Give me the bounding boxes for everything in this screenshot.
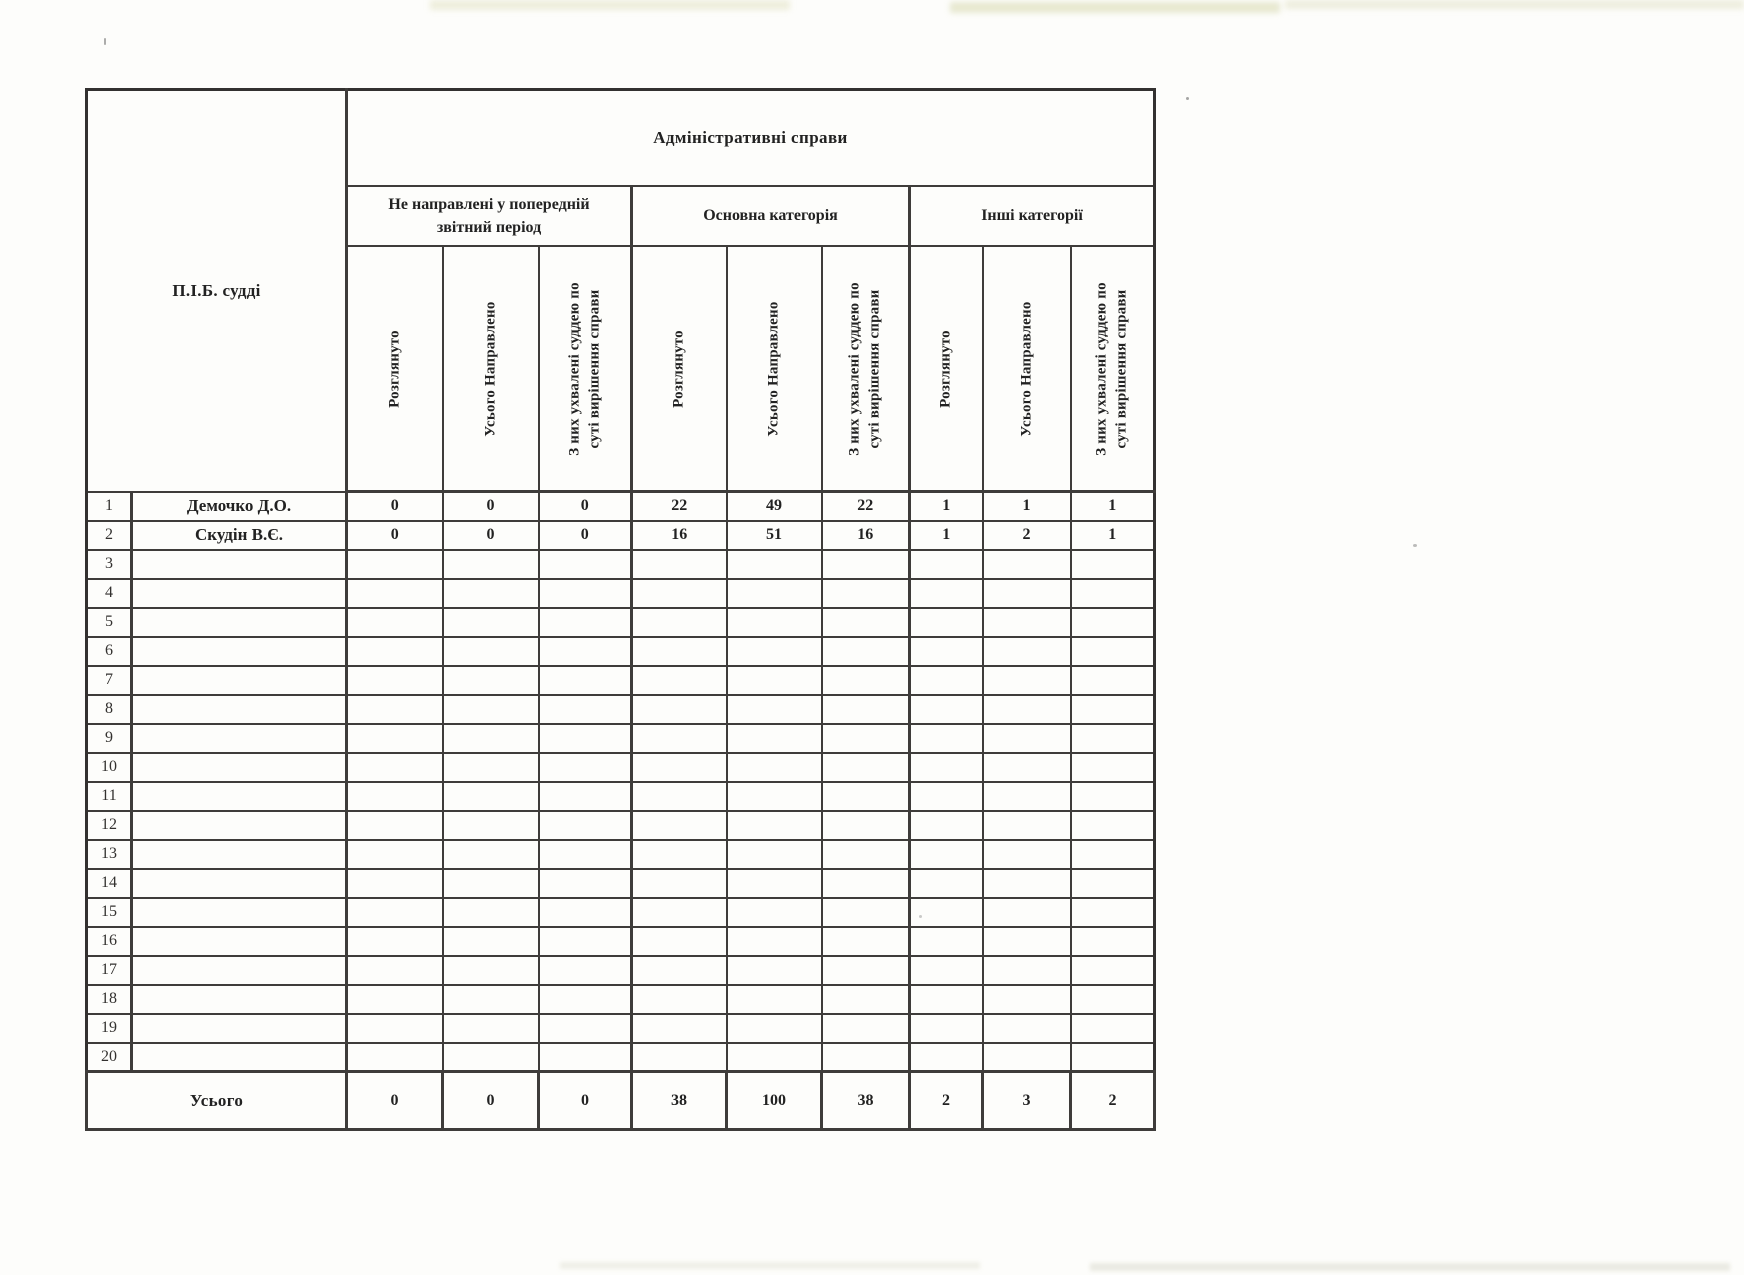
value-cell [910, 608, 983, 637]
value-cell: 0 [347, 492, 443, 521]
value-cell [727, 1014, 822, 1043]
table-row [87, 869, 1155, 898]
value-cell [443, 695, 539, 724]
value-cell [632, 550, 727, 579]
value-cell [539, 1014, 632, 1043]
value-cell: 2 [983, 521, 1071, 550]
value-cell: 1 [910, 492, 983, 521]
value-cell [910, 840, 983, 869]
subheader-total-sent [443, 246, 539, 492]
value-cell [727, 956, 822, 985]
value-cell [1071, 840, 1155, 869]
value-cell [727, 985, 822, 1014]
value-cell [727, 1043, 822, 1072]
row-number: 17 [87, 956, 132, 985]
table-row [87, 521, 1155, 550]
value-cell [632, 695, 727, 724]
value-cell [443, 724, 539, 753]
table-row [87, 927, 1155, 956]
header-row-title [87, 90, 1155, 187]
value-cell [443, 985, 539, 1014]
value-cell [347, 579, 443, 608]
subheader-total-sent [727, 246, 822, 492]
table-row [87, 840, 1155, 869]
judge-name [132, 666, 347, 695]
judge-name [132, 898, 347, 927]
value-cell [539, 695, 632, 724]
value-cell [632, 579, 727, 608]
value-cell [727, 724, 822, 753]
value-cell [632, 724, 727, 753]
value-cell [910, 724, 983, 753]
row-number: 7 [87, 666, 132, 695]
scan-artifact [1090, 1263, 1730, 1271]
table-row [87, 1043, 1155, 1072]
table-row [87, 608, 1155, 637]
value-cell [347, 956, 443, 985]
value-cell [539, 753, 632, 782]
subheader-label: Усього Направлено [765, 300, 782, 437]
value-cell [1071, 608, 1155, 637]
value-cell: 0 [443, 492, 539, 521]
subheader-decided-on-merits [822, 246, 910, 492]
table-body [87, 492, 1155, 1072]
scan-artifact [1413, 544, 1417, 547]
total-value: 2 [1071, 1072, 1155, 1130]
table-row [87, 695, 1155, 724]
scan-artifact [430, 0, 790, 10]
value-cell [910, 869, 983, 898]
judge-name [132, 1043, 347, 1072]
value-cell [822, 1014, 910, 1043]
value-cell [632, 898, 727, 927]
value-cell [347, 695, 443, 724]
value-cell [822, 724, 910, 753]
value-cell [1071, 927, 1155, 956]
value-cell [910, 985, 983, 1014]
row-number: 20 [87, 1043, 132, 1072]
value-cell [910, 1043, 983, 1072]
value-cell: 49 [727, 492, 822, 521]
table-row [87, 753, 1155, 782]
value-cell [443, 840, 539, 869]
value-cell [1071, 811, 1155, 840]
value-cell [983, 782, 1071, 811]
table-row [87, 666, 1155, 695]
value-cell: 1 [910, 521, 983, 550]
value-cell [443, 550, 539, 579]
table-row [87, 550, 1155, 579]
scan-artifact [950, 2, 1280, 13]
value-cell [539, 724, 632, 753]
value-cell [983, 1014, 1071, 1043]
value-cell [347, 927, 443, 956]
value-cell: 0 [443, 521, 539, 550]
value-cell [347, 724, 443, 753]
value-cell [632, 956, 727, 985]
table-row [87, 1014, 1155, 1043]
value-cell [910, 811, 983, 840]
value-cell [539, 550, 632, 579]
subheader-label: Розглянуто [670, 329, 687, 408]
row-number: 10 [87, 753, 132, 782]
subheader-label: Усього Направлено [481, 300, 498, 437]
table-row [87, 956, 1155, 985]
value-cell [1071, 869, 1155, 898]
value-cell [727, 753, 822, 782]
value-cell [539, 637, 632, 666]
value-cell [1071, 666, 1155, 695]
value-cell [983, 579, 1071, 608]
judge-name [132, 869, 347, 898]
value-cell [1071, 898, 1155, 927]
value-cell [910, 753, 983, 782]
value-cell [443, 579, 539, 608]
scan-artifact [1285, 0, 1744, 9]
value-cell [1071, 1014, 1155, 1043]
value-cell [910, 550, 983, 579]
value-cell [539, 608, 632, 637]
value-cell [539, 782, 632, 811]
value-cell [727, 637, 822, 666]
value-cell [539, 666, 632, 695]
value-cell [727, 898, 822, 927]
group-header-not-sent-previous-period: Не направлені у попередній звітний період [347, 186, 632, 246]
value-cell [822, 579, 910, 608]
judge-name [132, 608, 347, 637]
subheader-reviewed [347, 246, 443, 492]
row-number: 16 [87, 927, 132, 956]
value-cell [347, 985, 443, 1014]
judge-name: Демочко Д.О. [132, 492, 347, 521]
value-cell [822, 637, 910, 666]
table-footer [87, 1072, 1155, 1130]
judge-column-header: П.І.Б. судді [87, 90, 347, 492]
value-cell [632, 1014, 727, 1043]
value-cell [632, 840, 727, 869]
value-cell [822, 898, 910, 927]
value-cell [632, 666, 727, 695]
value-cell [727, 927, 822, 956]
judge-name [132, 724, 347, 753]
value-cell [822, 1043, 910, 1072]
subheader-label: З них ухвалені суддею по суті вирішення справи [566, 281, 602, 456]
table-row [87, 637, 1155, 666]
value-cell [983, 811, 1071, 840]
value-cell [727, 811, 822, 840]
value-cell [347, 608, 443, 637]
value-cell [539, 927, 632, 956]
value-cell: 51 [727, 521, 822, 550]
scan-artifact [560, 1262, 980, 1269]
value-cell [910, 956, 983, 985]
value-cell [443, 1014, 539, 1043]
subheader-label: З них ухвалені суддею по суті вирішення справи [846, 281, 883, 456]
value-cell [1071, 1043, 1155, 1072]
value-cell: 1 [1071, 492, 1155, 521]
row-number: 3 [87, 550, 132, 579]
value-cell [443, 898, 539, 927]
value-cell: 1 [1071, 521, 1155, 550]
value-cell [347, 1014, 443, 1043]
judge-name [132, 956, 347, 985]
value-cell [727, 666, 822, 695]
subheader-label: Розглянуто [937, 329, 954, 408]
value-cell [632, 782, 727, 811]
total-value: 0 [443, 1072, 539, 1130]
judge-name [132, 985, 347, 1014]
value-cell [1071, 782, 1155, 811]
table-row [87, 782, 1155, 811]
row-number: 9 [87, 724, 132, 753]
value-cell [727, 695, 822, 724]
row-number: 15 [87, 898, 132, 927]
value-cell [539, 898, 632, 927]
judge-name [132, 927, 347, 956]
value-cell [347, 666, 443, 695]
judge-name [132, 811, 347, 840]
row-number: 19 [87, 1014, 132, 1043]
judge-name: Скудін В.Є. [132, 521, 347, 550]
value-cell [822, 956, 910, 985]
table-header [87, 90, 1155, 492]
value-cell [347, 550, 443, 579]
table-row [87, 898, 1155, 927]
group-header-main-category: Основна категорія [632, 186, 910, 246]
row-number: 8 [87, 695, 132, 724]
value-cell [822, 840, 910, 869]
total-value: 3 [983, 1072, 1071, 1130]
row-number: 2 [87, 521, 132, 550]
value-cell [983, 666, 1071, 695]
value-cell [822, 782, 910, 811]
table-row [87, 724, 1155, 753]
value-cell [983, 840, 1071, 869]
total-value: 100 [727, 1072, 822, 1130]
value-cell [443, 956, 539, 985]
value-cell [910, 695, 983, 724]
value-cell [443, 782, 539, 811]
value-cell [1071, 550, 1155, 579]
value-cell [727, 869, 822, 898]
value-cell [539, 579, 632, 608]
value-cell [443, 811, 539, 840]
judge-name [132, 637, 347, 666]
value-cell [539, 985, 632, 1014]
value-cell [539, 956, 632, 985]
total-label: Усього [87, 1072, 347, 1130]
value-cell [822, 753, 910, 782]
value-cell [443, 927, 539, 956]
value-cell [632, 927, 727, 956]
value-cell [910, 579, 983, 608]
judge-name [132, 753, 347, 782]
judge-name [132, 550, 347, 579]
scan-artifact [1186, 97, 1189, 100]
value-cell [443, 869, 539, 898]
value-cell [347, 753, 443, 782]
value-cell: 22 [632, 492, 727, 521]
row-number: 5 [87, 608, 132, 637]
row-number: 1 [87, 492, 132, 521]
court-report-table [85, 88, 1156, 1131]
value-cell [910, 898, 983, 927]
subheader-reviewed [910, 246, 983, 492]
judge-name [132, 840, 347, 869]
value-cell [983, 927, 1071, 956]
total-value: 0 [539, 1072, 632, 1130]
value-cell: 16 [822, 521, 910, 550]
subheader-decided-on-merits [1071, 246, 1155, 492]
value-cell [1071, 637, 1155, 666]
value-cell [983, 869, 1071, 898]
value-cell [443, 666, 539, 695]
subheader-decided-on-merits [539, 246, 632, 492]
value-cell [983, 898, 1071, 927]
value-cell [983, 1043, 1071, 1072]
value-cell [983, 608, 1071, 637]
value-cell [632, 753, 727, 782]
value-cell: 0 [347, 521, 443, 550]
subheader-total-sent [983, 246, 1071, 492]
value-cell [539, 840, 632, 869]
table-row [87, 492, 1155, 521]
value-cell [347, 811, 443, 840]
value-cell [727, 782, 822, 811]
value-cell [1071, 579, 1155, 608]
value-cell [983, 724, 1071, 753]
total-value: 38 [632, 1072, 727, 1130]
row-number: 12 [87, 811, 132, 840]
table-row [87, 579, 1155, 608]
value-cell [822, 666, 910, 695]
value-cell [347, 869, 443, 898]
total-value: 2 [910, 1072, 983, 1130]
total-row [87, 1072, 1155, 1130]
value-cell [983, 753, 1071, 782]
value-cell [443, 608, 539, 637]
value-cell [983, 637, 1071, 666]
subheader-reviewed [632, 246, 727, 492]
value-cell [632, 608, 727, 637]
value-cell [727, 550, 822, 579]
value-cell [347, 1043, 443, 1072]
judge-name [132, 695, 347, 724]
value-cell [347, 840, 443, 869]
value-cell [347, 782, 443, 811]
value-cell: 0 [539, 492, 632, 521]
scan-artifact [104, 38, 106, 45]
value-cell [443, 1043, 539, 1072]
group-header-other-categories: Інші категорії [910, 186, 1155, 246]
value-cell [443, 637, 539, 666]
value-cell: 0 [539, 521, 632, 550]
value-cell [822, 985, 910, 1014]
value-cell [632, 869, 727, 898]
value-cell [632, 637, 727, 666]
value-cell [1071, 985, 1155, 1014]
value-cell: 16 [632, 521, 727, 550]
value-cell [1071, 695, 1155, 724]
row-number: 13 [87, 840, 132, 869]
value-cell: 22 [822, 492, 910, 521]
row-number: 14 [87, 869, 132, 898]
value-cell [1071, 753, 1155, 782]
value-cell [347, 898, 443, 927]
value-cell [539, 1043, 632, 1072]
row-number: 11 [87, 782, 132, 811]
value-cell [983, 985, 1071, 1014]
value-cell [983, 695, 1071, 724]
value-cell [632, 1043, 727, 1072]
value-cell [822, 608, 910, 637]
value-cell [822, 869, 910, 898]
value-cell [727, 608, 822, 637]
row-number: 18 [87, 985, 132, 1014]
value-cell [727, 579, 822, 608]
value-cell [347, 637, 443, 666]
admin-cases-title: Адміністративні справи [347, 90, 1155, 187]
value-cell [727, 840, 822, 869]
value-cell [983, 550, 1071, 579]
total-value: 0 [347, 1072, 443, 1130]
subheader-label: З них ухвалені суддею по суті вирішення справи [1093, 281, 1130, 456]
total-value: 38 [822, 1072, 910, 1130]
table-row [87, 985, 1155, 1014]
value-cell [822, 695, 910, 724]
subheader-label: Усього Направлено [1017, 300, 1034, 437]
table-row [87, 811, 1155, 840]
row-number: 4 [87, 579, 132, 608]
value-cell [632, 985, 727, 1014]
value-cell: 1 [983, 492, 1071, 521]
value-cell [632, 811, 727, 840]
value-cell [910, 637, 983, 666]
value-cell [910, 927, 983, 956]
subheader-label: Розглянуто [386, 329, 402, 408]
value-cell [443, 753, 539, 782]
value-cell [910, 666, 983, 695]
judge-name [132, 782, 347, 811]
value-cell [822, 550, 910, 579]
value-cell [539, 811, 632, 840]
row-number: 6 [87, 637, 132, 666]
value-cell [822, 927, 910, 956]
judge-name [132, 1014, 347, 1043]
value-cell [1071, 724, 1155, 753]
judge-name [132, 579, 347, 608]
value-cell [1071, 956, 1155, 985]
value-cell [983, 956, 1071, 985]
value-cell [539, 869, 632, 898]
value-cell [910, 782, 983, 811]
value-cell [910, 1014, 983, 1043]
value-cell [822, 811, 910, 840]
